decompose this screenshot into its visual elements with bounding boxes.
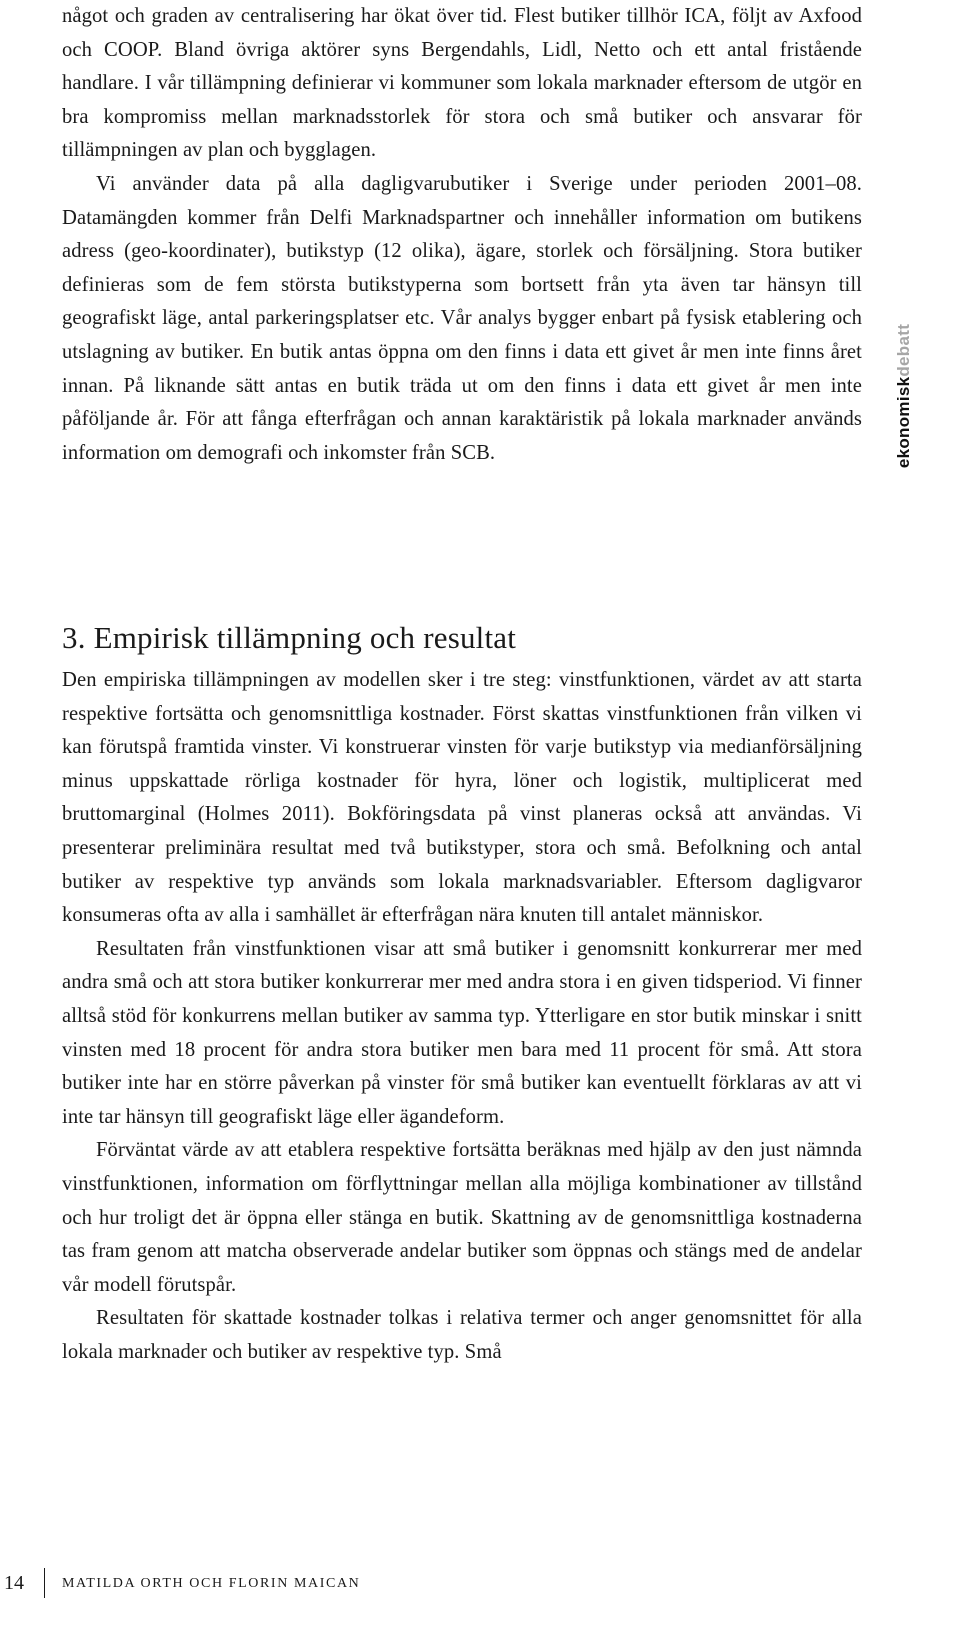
- section-paragraph-2: Resultaten från vinstfunktionen visar att små butiker i genomsnitt konkurrerar mer med andra små och att stora butiker konkurrerar mer med andra stora i en given tidsperiod. Vi finner alltså stöd för konkurrens mellan butiker av samma typ. Ytterligare en stor butik minskar i snitt vinsten med 18 procent för andra stora butiker men bara med 11 procent för små. Att stora butiker inte har en större påverkan på vinster för små butiker kan eventuellt förklaras av att vi inte tar hänsyn till geografiskt läge eller ägandeform.: [62, 937, 862, 1128]
- running-authors: MATILDA ORTH OCH FLORIN MAICAN: [62, 1576, 361, 1591]
- page-footer: [0, 1568, 960, 1598]
- section-heading: 3. Empirisk tillämpning och resultat: [62, 620, 517, 655]
- footer-divider: [44, 1568, 45, 1598]
- side-label-debatt: debatt: [894, 323, 913, 377]
- page-number: 14: [4, 1572, 24, 1594]
- intro-paragraph-2: Vi använder data på alla dagligvarubutiker i Sverige under perioden 2001–08. Datamängden kommer från Delfi Marknadspartner och innehåller information om butikens adress (geo-koordinater), butikstyp (12 olika), ägare, storlek och försäljning. Stora butiker definieras som de fem största butikstyperna som bortsett från yta även tar hänsyn till geografiskt läge, antal parkeringsplatser etc. Vår analys bygger enbart på fysisk etablering och utslagning av butiker. En butik antas öppna om den finns i data ett givet år men inte finns året innan. På liknande sätt antas en butik träda ut om den finns i data ett givet år men inte påföljande år. För att fånga efterfrågan och annan karaktäristik på lokala marknader används information om demografi och inkomster från SCB.: [62, 172, 862, 464]
- intro-paragraph-1: något och graden av centralisering har ökat över tid. Flest butiker tillhör ICA, följt av Axfood och COOP. Bland övriga aktörer syns Bergendahls, Lidl, Netto och ett antal fristående handlare. I vår tillämpning definierar vi kommuner som lokala marknader eftersom de utgör en bra kompromiss mellan marknadsstorlek för stora och små butiker och ansvarar för tillämpningen av plan och bygglagen.: [62, 5, 862, 162]
- section-paragraph-3: Förväntat värde av att etablera respektive fortsätta beräknas med hjälp av den just nämnda vinstfunktionen, information om förflyttningar mellan alla möjliga kombinationer av tillstånd och hur troligt det är öppna eller stänga en butik. Skattning av de genomsnittliga kostnaderna tas fram genom att matcha observerade andelar butiker som öppnas och stängs med de andelar vår modell förutspår.: [62, 1139, 862, 1296]
- section-paragraph-4: Resultaten för skattade kostnader tolkas i relativa termer och anger genomsnittet för alla lokala marknader och butiker av respektive typ. Små: [62, 1307, 862, 1363]
- journal-side-label: [894, 324, 914, 468]
- intro-text: [62, 0, 862, 470]
- section-paragraph-1: Den empiriska tillämpningen av modellen sker i tre steg: vinstfunktionen, värdet av att starta respektive fortsätta och genomsnittliga kostnader. Först skattas vinstfunktionen från vilken vi kan förutspå framtida vinster. Vi konstruerar vinsten för varje butikstyp via medianförsäljning minus uppskattade rörliga kostnader för hyra, löner och logistik, multiplicerat med bruttomarginal (Holmes 2011). Bokföringsdata på vinst planeras också att användas. Vi presenterar preliminära resultat med två butikstyper, stora och små. Befolkning och antal butiker av respektive typ används som lokala marknadsvariabler. Eftersom dagligvaror konsumeras ofta av alla i samhället är efterfrågan nära knuten till antalet människor.: [62, 669, 862, 927]
- side-label-ekonomisk: ekonomisk: [894, 376, 913, 469]
- section-3: [62, 618, 862, 1369]
